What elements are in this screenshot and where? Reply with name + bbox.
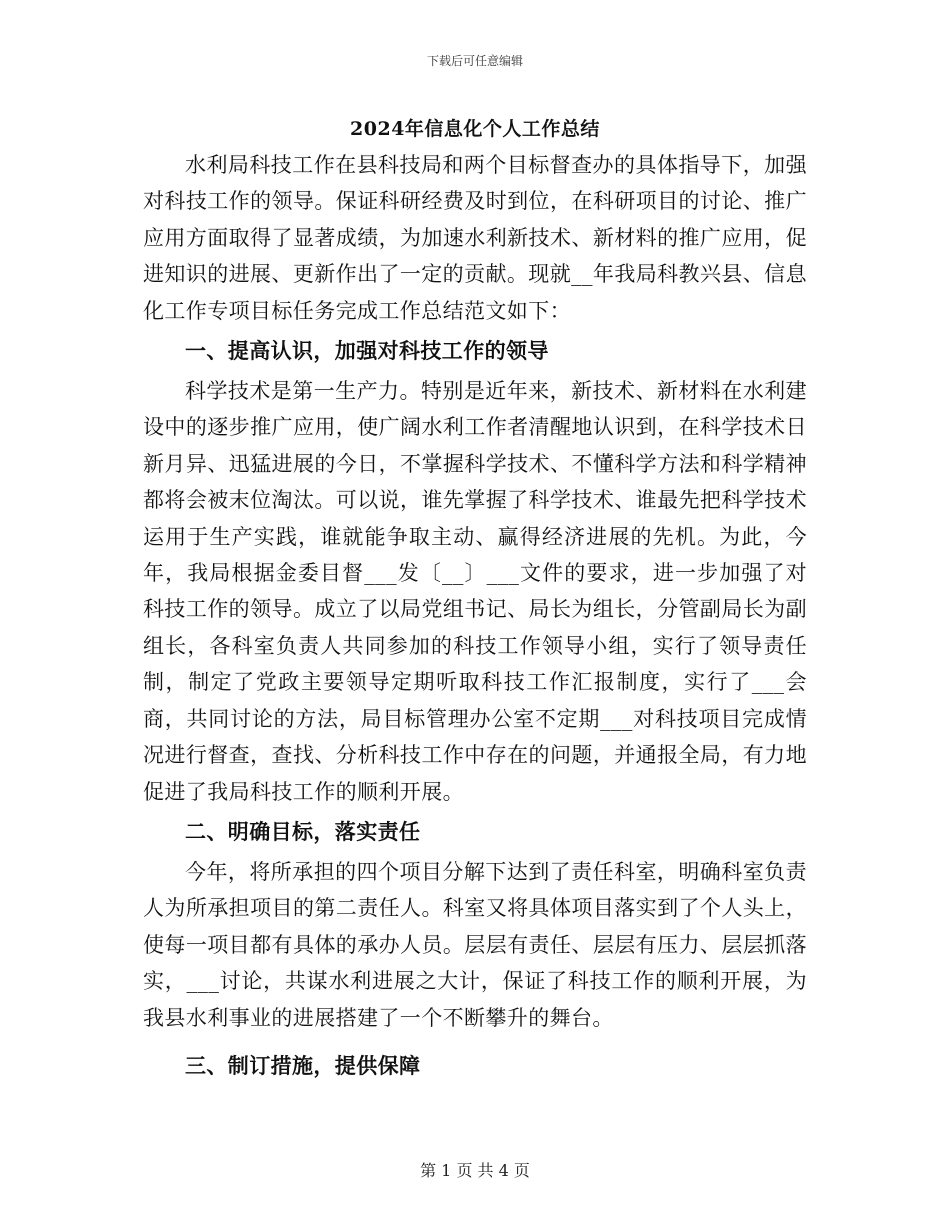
section-heading-3: 三、制订措施，提供保障 <box>185 1052 421 1078</box>
intro-paragraph: 水利局科技工作在县科技局和两个目标督查办的具体指导下，加强对科技工作的领导。保证科研经费及时到位，在科研项目的讨论、推广应用方面取得了显著成绩，为加速水利新技术、新材料的推广应用，促进知识的进展、更新作出了一定的贡献。现就__年我局科教兴县、信息化工作专项目标任务完成工作总结范文如下： <box>143 153 807 323</box>
section-heading-2: 二、明确目标，落实责任 <box>185 818 421 844</box>
document-title: 2024年信息化个人工作总结 <box>350 118 600 140</box>
document-body <box>143 147 807 1096</box>
page-header-note: 下载后可任意编辑 <box>426 54 523 68</box>
section-body-1: 科学技术是第一生产力。特别是近年来，新技术、新材料在水利建设中的逐步推广应用，使广阔水利工作者清醒地认识到，在科学技术日新月异、迅猛进展的今日，不掌握科学技术、不懂科学方法和科学精神都将会被末位淘汰。可以说，谁先掌握了科学技术、谁最先把科学技术运用于生产实践，谁就能争取主动、赢得经济进展的先机。为此，今年，我局根据金委目督___发〔__〕___文件的要求，进一步加强了对科技工作的领导。成立了以局党组书记、局长为组长，分管副局长为副组长，各科室负责人共同参加的科技工作领导小组，实行了领导责任制，制定了党政主要领导定期听取科技工作汇报制度，实行了___会商，共同讨论的方法，局目标管理办公室不定期___对科技项目完成情况进行督查，查找、分析科技工作中存在的问题，并通报全局，有力地促进了我局科技工作的顺利开展。 <box>143 379 807 804</box>
section-heading-1: 一、提高认识，加强对科技工作的领导 <box>185 338 549 364</box>
section-body-2: 今年，将所承担的四个项目分解下达到了责任科室，明确科室负责人为所承担项目的第二责任人。科室又将具体项目落实到了个人头上，使每一项目都有具体的承办人员。层层有责任、层层有压力、层层抓落实，___讨论，共谋水利进展之大计，保证了科技工作的顺利开展，为我县水利事业的进展搭建了一个不断攀升的舞台。 <box>143 859 807 1030</box>
page-number: 第 1 页 共 4 页 <box>420 1161 530 1180</box>
